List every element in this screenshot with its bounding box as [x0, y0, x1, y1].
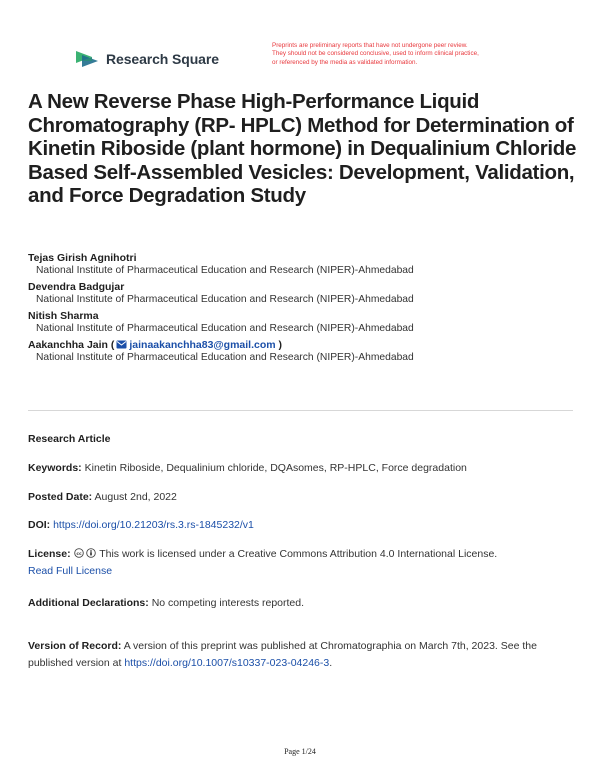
additional-declarations-value: No competing interests reported. — [151, 597, 305, 609]
notice-line: or referenced by the media as validated information. — [272, 58, 418, 66]
additional-declarations-label: Additional Declarations: — [28, 597, 149, 609]
author-name[interactable]: Nitish Sharma — [28, 310, 99, 322]
page-header — [0, 0, 600, 80]
envelope-icon — [116, 340, 127, 349]
keywords-value: Kinetin Riboside, Dequalinium chloride, DQAsomes, RP-HPLC, Force degradation — [84, 462, 467, 474]
posted-date-value: August 2nd, 2022 — [94, 491, 177, 503]
author-name[interactable]: Devendra Badgujar — [28, 281, 125, 293]
keywords-line — [28, 460, 583, 477]
author-affiliation: National Institute of Pharmaceutical Education and Research (NIPER)-Ahmedabad — [36, 352, 414, 363]
open-paren: ( — [110, 339, 115, 351]
author-affiliation: National Institute of Pharmaceutical Education and Research (NIPER)-Ahmedabad — [36, 265, 414, 276]
author-name[interactable]: Tejas Girish Agnihotri — [28, 252, 137, 264]
version-of-record — [28, 638, 583, 672]
license-line — [28, 546, 583, 580]
author-entry — [28, 309, 588, 334]
version-of-record-label: Version of Record: — [28, 640, 122, 652]
creative-commons-icon — [74, 548, 84, 558]
article-type: Research Article — [28, 433, 111, 445]
additional-declarations-line — [28, 595, 583, 612]
research-square-logo-icon — [74, 48, 100, 70]
author-affiliation: National Institute of Pharmaceutical Education and Research (NIPER)-Ahmedabad — [36, 294, 414, 305]
author-list — [28, 251, 588, 367]
research-square-logo[interactable] — [74, 48, 219, 70]
author-email-link[interactable]: jainaakanchha83@gmail.com — [129, 339, 276, 351]
author-entry — [28, 251, 588, 276]
author-affiliation: National Institute of Pharmaceutical Education and Research (NIPER)-Ahmedabad — [36, 323, 414, 334]
page-number: Page 1/24 — [284, 747, 316, 756]
section-divider — [28, 410, 573, 411]
posted-date-label: Posted Date: — [28, 491, 93, 503]
preprint-notice — [272, 42, 592, 67]
svg-text:cc: cc — [75, 551, 82, 557]
paper-title: A New Reverse Phase High-Performance Liquid Chromatography (RP- HPLC) Method for Determination of Kinetin Riboside (plant hormone) in Dequalinium Chloride Based Self-Assembled Vesicles: Development, Validation, and Force Degradation Study — [28, 90, 577, 208]
keywords-label: Keywords: — [28, 462, 82, 474]
author-entry — [28, 338, 588, 363]
notice-line: Preprints are preliminary reports that have not undergone peer review. — [272, 42, 468, 49]
doi-label: DOI: — [28, 519, 51, 531]
license-text: This work is licensed under a Creative Commons Attribution 4.0 International License. — [99, 548, 498, 560]
posted-date-line — [28, 489, 583, 506]
author-entry — [28, 280, 588, 305]
notice-line: They should not be considered conclusive, used to inform clinical practice, — [272, 50, 479, 58]
read-full-license-link[interactable]: Read Full License — [28, 565, 113, 577]
close-paren: ) — [278, 339, 283, 351]
author-name[interactable]: Aakanchha Jain — [28, 339, 108, 351]
license-label: License: — [28, 548, 71, 560]
attribution-icon — [86, 548, 96, 558]
version-of-record-end: . — [329, 657, 333, 669]
doi-line — [28, 517, 583, 534]
corresponding-author — [28, 338, 588, 352]
doi-link[interactable]: https://doi.org/10.21203/rs.3.rs-1845232/v1 — [53, 519, 254, 531]
logo-text: Research Square — [106, 51, 219, 67]
version-of-record-text: A version of this preprint was published at Chromatographia on March 7th, 2023. See the published version at — [28, 640, 537, 669]
published-version-link[interactable]: https://doi.org/10.1007/s10337-023-04246-3 — [124, 657, 330, 669]
